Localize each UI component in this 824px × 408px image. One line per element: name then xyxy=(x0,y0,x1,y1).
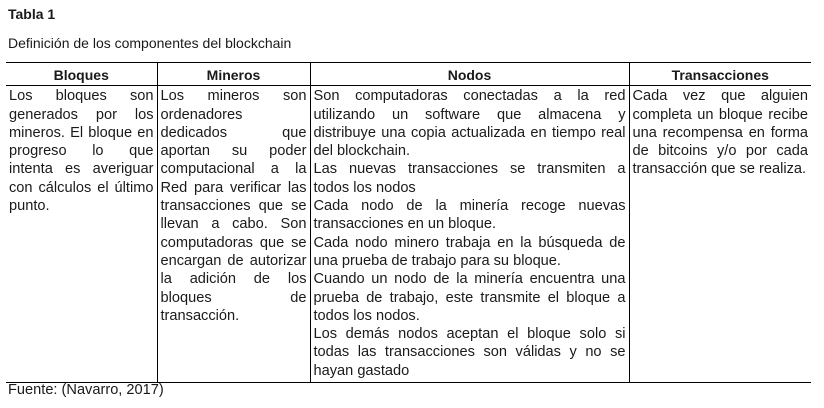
cell-transacciones: Cada vez que alguien completa un bloque recibe una recompensa en forma de bitcoins y/o por cada transacción que se realiza. xyxy=(629,86,811,383)
header-bloques: Bloques xyxy=(53,67,109,83)
table-row xyxy=(6,86,811,383)
nodos-item: Cada nodo de la minería recoge nuevas transacciones en un bloque. xyxy=(313,198,626,233)
nodos-item: Son computadoras conectadas a la red utilizando un software que almacena y distribuye una copia actualizada en tiempo real del blockchain. xyxy=(313,88,626,160)
nodos-item: Los demás nodos aceptan el bloque solo si todas las transacciones son válidas y no se hayan gastado xyxy=(313,326,626,379)
nodos-item: Cada nodo minero trabaja en la búsqueda de una prueba de trabajo para su bloque. xyxy=(313,234,626,269)
nodos-item: Cuando un nodo de la minería encuentra una prueba de trabajo, este transmite el bloque a todos los nodos. xyxy=(313,271,626,324)
components-table xyxy=(6,62,811,383)
cell-bloques: Los bloques son generados por los mineros. El bloque en progreso lo que intenta es averiguar con cálculos el último punto. xyxy=(9,88,154,215)
table-source: Fuente: (Navarro, 2017) xyxy=(8,382,164,398)
header-nodos: Nodos xyxy=(310,63,629,86)
header-transacciones: Transacciones xyxy=(629,63,811,86)
nodos-item: Las nuevas transacciones se transmiten a todos los nodos xyxy=(313,161,626,196)
header-mineros: Mineros xyxy=(157,63,310,86)
cell-mineros: Los mineros son ordenadores dedicados que aportan su poder computacional a la Red para verificar las transacciones que se llevan a cabo. Son computadoras que se encargan de autorizar la adición de los bloques de transacción. xyxy=(157,86,310,383)
table-label: Tabla 1 xyxy=(8,6,56,22)
header-row xyxy=(6,63,811,86)
cell-nodos xyxy=(310,86,629,383)
table-caption: Definición de los componentes del blockchain xyxy=(8,35,292,51)
